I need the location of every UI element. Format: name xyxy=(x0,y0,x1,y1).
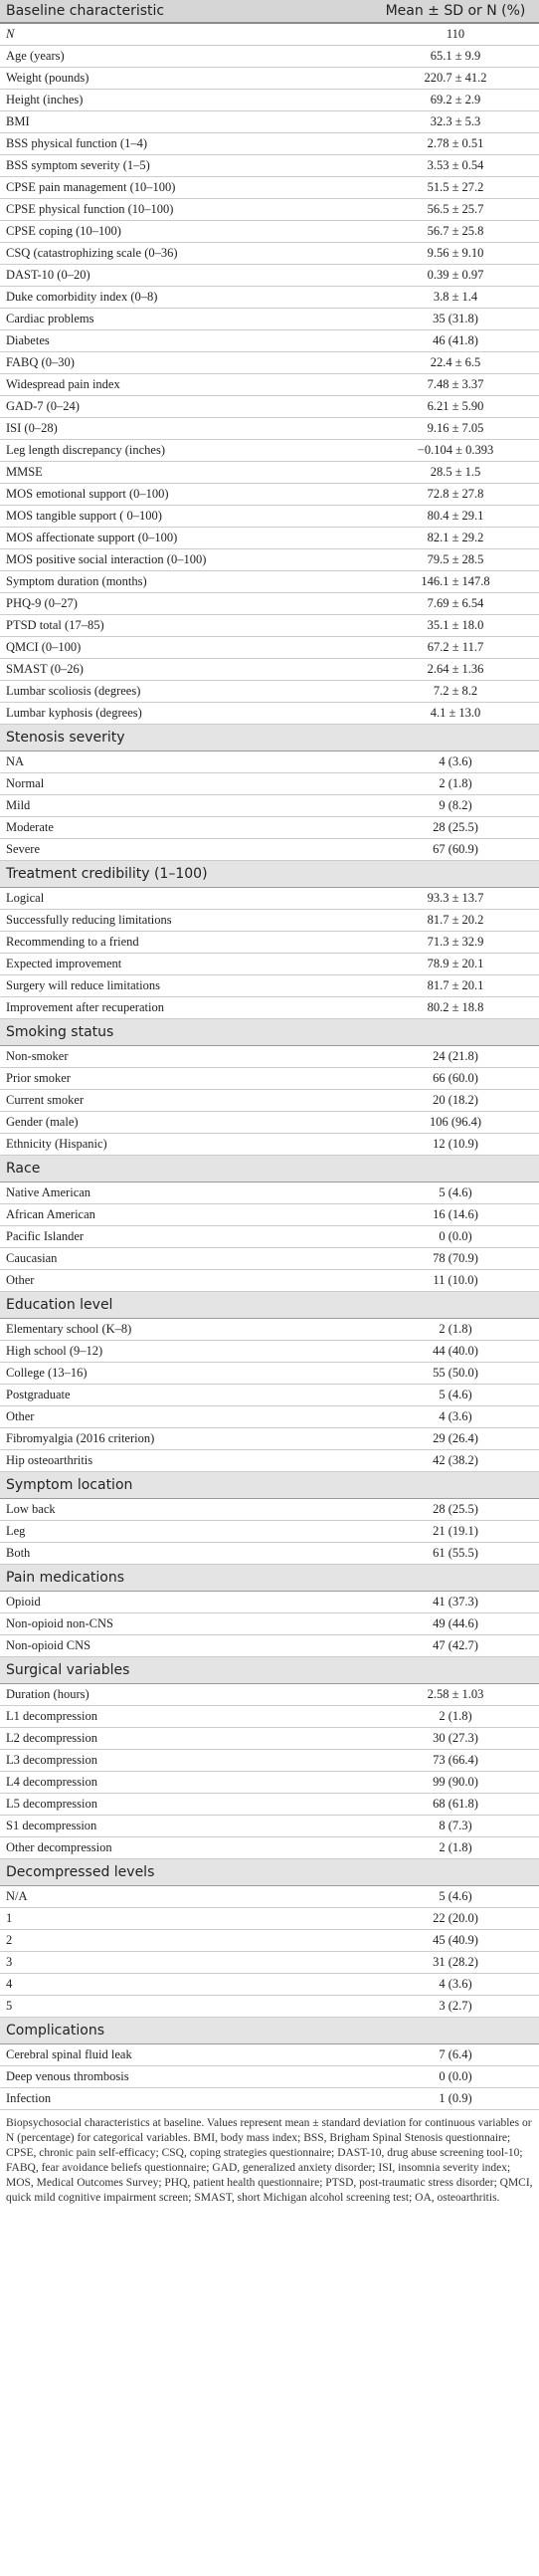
table-row xyxy=(0,1592,539,1613)
value-cell: 51.5 ± 27.2 xyxy=(372,177,539,199)
value-cell: 55 (50.0) xyxy=(372,1363,539,1385)
table-row xyxy=(0,221,539,243)
characteristic-cell: N/A xyxy=(0,1886,372,1908)
table-row xyxy=(0,1385,539,1406)
table-row xyxy=(0,506,539,528)
table-row xyxy=(0,1974,539,1996)
table-row xyxy=(0,396,539,418)
table-row xyxy=(0,773,539,795)
characteristic-cell: ISI (0–28) xyxy=(0,418,372,440)
characteristic-cell: Duke comorbidity index (0–8) xyxy=(0,287,372,309)
characteristic-cell: Gender (male) xyxy=(0,1112,372,1134)
value-cell: 47 (42.7) xyxy=(372,1635,539,1657)
characteristic-cell: GAD-7 (0–24) xyxy=(0,396,372,418)
characteristic-cell: Pacific Islander xyxy=(0,1226,372,1248)
table-row xyxy=(0,975,539,997)
table-row xyxy=(0,954,539,975)
characteristic-cell: QMCI (0–100) xyxy=(0,637,372,659)
table-row xyxy=(0,1182,539,1204)
value-cell: 5 (4.6) xyxy=(372,1182,539,1204)
characteristic-cell: 2 xyxy=(0,1930,372,1952)
characteristic-cell: 4 xyxy=(0,1974,372,1996)
section-title: Symptom location xyxy=(0,1472,539,1499)
table-row xyxy=(0,1270,539,1292)
value-cell: 3 (2.7) xyxy=(372,1996,539,2018)
value-cell: 2 (1.8) xyxy=(372,1319,539,1341)
table-row xyxy=(0,1319,539,1341)
characteristic-cell: Non-opioid non-CNS xyxy=(0,1613,372,1635)
value-cell: 28 (25.5) xyxy=(372,817,539,839)
value-cell: 0 (0.0) xyxy=(372,2066,539,2088)
characteristic-cell: Postgraduate xyxy=(0,1385,372,1406)
value-cell: 61 (55.5) xyxy=(372,1543,539,1565)
value-cell: 7.2 ± 8.2 xyxy=(372,681,539,703)
characteristic-cell: FABQ (0–30) xyxy=(0,352,372,374)
section-header-row xyxy=(0,1156,539,1182)
table-row xyxy=(0,615,539,637)
value-cell: 9.56 ± 9.10 xyxy=(372,243,539,265)
section-title: Treatment credibility (1–100) xyxy=(0,861,539,888)
value-cell: 28.5 ± 1.5 xyxy=(372,462,539,484)
characteristic-cell: CPSE pain management (10–100) xyxy=(0,177,372,199)
table-row xyxy=(0,352,539,374)
characteristic-cell: Cardiac problems xyxy=(0,309,372,330)
table-row xyxy=(0,817,539,839)
characteristic-cell: L5 decompression xyxy=(0,1794,372,1816)
table-row xyxy=(0,751,539,773)
table-row xyxy=(0,1406,539,1428)
characteristic-cell: Non-smoker xyxy=(0,1046,372,1068)
value-cell: 41 (37.3) xyxy=(372,1592,539,1613)
table-row xyxy=(0,2044,539,2066)
table-row xyxy=(0,549,539,571)
value-cell: 7.48 ± 3.37 xyxy=(372,374,539,396)
table-row xyxy=(0,839,539,861)
characteristic-cell: Improvement after recuperation xyxy=(0,997,372,1019)
value-cell: 35.1 ± 18.0 xyxy=(372,615,539,637)
value-cell: 81.7 ± 20.2 xyxy=(372,910,539,932)
table-row xyxy=(0,1341,539,1363)
characteristic-cell: MOS positive social interaction (0–100) xyxy=(0,549,372,571)
section-title: Race xyxy=(0,1156,539,1182)
header-value: Mean ± SD or N (%) xyxy=(372,0,539,23)
table-row xyxy=(0,1772,539,1794)
section-title: Surgical variables xyxy=(0,1657,539,1684)
table-row xyxy=(0,1706,539,1728)
value-cell: 65.1 ± 9.9 xyxy=(372,46,539,68)
table-row xyxy=(0,2066,539,2088)
section-title: Pain medications xyxy=(0,1565,539,1592)
characteristic-cell: Current smoker xyxy=(0,1090,372,1112)
value-cell: 2 (1.8) xyxy=(372,773,539,795)
value-cell: 110 xyxy=(372,23,539,46)
table-row xyxy=(0,571,539,593)
characteristic-cell: MMSE xyxy=(0,462,372,484)
value-cell: 71.3 ± 32.9 xyxy=(372,932,539,954)
value-cell: 4 (3.6) xyxy=(372,1974,539,1996)
characteristic-cell: L4 decompression xyxy=(0,1772,372,1794)
value-cell: 35 (31.8) xyxy=(372,309,539,330)
section-header-row xyxy=(0,861,539,888)
characteristic-cell: Low back xyxy=(0,1499,372,1521)
table-row xyxy=(0,90,539,111)
table-row xyxy=(0,1543,539,1565)
table-header xyxy=(0,0,539,23)
table-row xyxy=(0,1613,539,1635)
characteristic-cell: Expected improvement xyxy=(0,954,372,975)
table-row xyxy=(0,1886,539,1908)
characteristic-cell: PHQ-9 (0–27) xyxy=(0,593,372,615)
table-row xyxy=(0,374,539,396)
value-cell: 2.64 ± 1.36 xyxy=(372,659,539,681)
value-cell: 32.3 ± 5.3 xyxy=(372,111,539,133)
characteristic-cell: Native American xyxy=(0,1182,372,1204)
characteristic-cell: BSS symptom severity (1–5) xyxy=(0,155,372,177)
table-row xyxy=(0,265,539,287)
characteristic-cell: Other xyxy=(0,1406,372,1428)
value-cell: 72.8 ± 27.8 xyxy=(372,484,539,506)
table-row xyxy=(0,703,539,725)
table-footnote: Biopsychosocial characteristics at baseline. Values represent mean ± standard deviation for continuous variables or N (percentage) for categorical variables. BMI, body mass index; BSS, Brigham Spinal Stenosis questionnaire; CPSE, chronic pain self-efficacy; CSQ, coping strategies questionnaire; DAST-10, drug abuse screening tool-10; FABQ, fear avoidance beliefs questionnaire; GAD, generalized anxiety disorder; ISI, insomnia severity index; MOS, Medical Outcomes Survey; PHQ, patient health questionnaire; PTSD, post-traumatic stress disorder; QMCI, quick mild cognitive impairment screen; SMAST, short Michigan alcohol screening test; OA, osteoarthritis. xyxy=(6,2117,533,2204)
value-cell: 42 (38.2) xyxy=(372,1450,539,1472)
table-row xyxy=(0,1996,539,2018)
value-cell: 66 (60.0) xyxy=(372,1068,539,1090)
value-cell: 9.16 ± 7.05 xyxy=(372,418,539,440)
characteristic-cell: S1 decompression xyxy=(0,1816,372,1837)
value-cell: 29 (26.4) xyxy=(372,1428,539,1450)
characteristic-cell: Leg length discrepancy (inches) xyxy=(0,440,372,462)
table-row xyxy=(0,1684,539,1706)
table-row xyxy=(0,795,539,817)
table-row xyxy=(0,1134,539,1156)
value-cell: 31 (28.2) xyxy=(372,1952,539,1974)
value-cell: 73 (66.4) xyxy=(372,1750,539,1772)
section-header-row xyxy=(0,1472,539,1499)
table-row xyxy=(0,111,539,133)
characteristic-cell: CSQ (catastrophizing scale (0–36) xyxy=(0,243,372,265)
table-row xyxy=(0,1499,539,1521)
characteristic-cell: College (13–16) xyxy=(0,1363,372,1385)
characteristic-cell: Elementary school (K–8) xyxy=(0,1319,372,1341)
characteristic-cell: DAST-10 (0–20) xyxy=(0,265,372,287)
characteristic-cell: Deep venous thrombosis xyxy=(0,2066,372,2088)
value-cell: 3.8 ± 1.4 xyxy=(372,287,539,309)
section-title: Decompressed levels xyxy=(0,1859,539,1886)
value-cell: 22.4 ± 6.5 xyxy=(372,352,539,374)
value-cell: 21 (19.1) xyxy=(372,1521,539,1543)
characteristic-cell: Non-opioid CNS xyxy=(0,1635,372,1657)
value-cell: 2.58 ± 1.03 xyxy=(372,1684,539,1706)
characteristic-cell: Caucasian xyxy=(0,1248,372,1270)
characteristic-cell: Both xyxy=(0,1543,372,1565)
header-row xyxy=(0,0,539,23)
table-row xyxy=(0,1521,539,1543)
value-cell: 69.2 ± 2.9 xyxy=(372,90,539,111)
table-row xyxy=(0,910,539,932)
table-row xyxy=(0,1428,539,1450)
table-row xyxy=(0,309,539,330)
value-cell: 16 (14.6) xyxy=(372,1204,539,1226)
characteristic-cell: Moderate xyxy=(0,817,372,839)
table-row xyxy=(0,593,539,615)
section-header-row xyxy=(0,1565,539,1592)
value-cell: 7 (6.4) xyxy=(372,2044,539,2066)
characteristic-cell: Normal xyxy=(0,773,372,795)
value-cell: 0.39 ± 0.97 xyxy=(372,265,539,287)
value-cell: 7.69 ± 6.54 xyxy=(372,593,539,615)
characteristic-cell: Infection xyxy=(0,2088,372,2110)
table-row xyxy=(0,528,539,549)
characteristic-cell: Leg xyxy=(0,1521,372,1543)
characteristic-cell: Duration (hours) xyxy=(0,1684,372,1706)
table-row xyxy=(0,1226,539,1248)
table-row xyxy=(0,1908,539,1930)
characteristic-cell: Widespread pain index xyxy=(0,374,372,396)
characteristic-cell: Age (years) xyxy=(0,46,372,68)
characteristic-cell: L3 decompression xyxy=(0,1750,372,1772)
characteristic-cell: Diabetes xyxy=(0,330,372,352)
characteristic-cell: L2 decompression xyxy=(0,1728,372,1750)
value-cell: 67.2 ± 11.7 xyxy=(372,637,539,659)
header-characteristic: Baseline characteristic xyxy=(0,0,372,23)
value-cell: 49 (44.6) xyxy=(372,1613,539,1635)
value-cell: 9 (8.2) xyxy=(372,795,539,817)
section-title: Education level xyxy=(0,1292,539,1319)
value-cell: 0 (0.0) xyxy=(372,1226,539,1248)
section-header-row xyxy=(0,1292,539,1319)
characteristic-cell: Logical xyxy=(0,888,372,910)
characteristic-cell: BSS physical function (1–4) xyxy=(0,133,372,155)
characteristic-cell: Successfully reducing limitations xyxy=(0,910,372,932)
table-row xyxy=(0,68,539,90)
table-row xyxy=(0,681,539,703)
characteristic-cell: L1 decompression xyxy=(0,1706,372,1728)
table-row xyxy=(0,155,539,177)
value-cell: 78.9 ± 20.1 xyxy=(372,954,539,975)
table-row xyxy=(0,23,539,46)
table-row xyxy=(0,1090,539,1112)
characteristic-cell: MOS affectionate support (0–100) xyxy=(0,528,372,549)
table-row xyxy=(0,1112,539,1134)
value-cell: 45 (40.9) xyxy=(372,1930,539,1952)
table-row xyxy=(0,462,539,484)
characteristic-cell: MOS emotional support (0–100) xyxy=(0,484,372,506)
table-row xyxy=(0,1046,539,1068)
value-cell: 11 (10.0) xyxy=(372,1270,539,1292)
characteristic-cell: Height (inches) xyxy=(0,90,372,111)
section-title: Stenosis severity xyxy=(0,725,539,751)
value-cell: 93.3 ± 13.7 xyxy=(372,888,539,910)
value-cell: 5 (4.6) xyxy=(372,1886,539,1908)
section-header-row xyxy=(0,2018,539,2044)
table-row xyxy=(0,888,539,910)
characteristic-cell: Hip osteoarthritis xyxy=(0,1450,372,1472)
section-header-row xyxy=(0,1657,539,1684)
value-cell: 80.2 ± 18.8 xyxy=(372,997,539,1019)
table-row xyxy=(0,1750,539,1772)
table-row xyxy=(0,659,539,681)
value-cell: 4 (3.6) xyxy=(372,1406,539,1428)
value-cell: 4 (3.6) xyxy=(372,751,539,773)
value-cell: 1 (0.9) xyxy=(372,2088,539,2110)
characteristic-cell: Opioid xyxy=(0,1592,372,1613)
characteristic-cell: Other xyxy=(0,1270,372,1292)
table-row xyxy=(0,1952,539,1974)
table-row xyxy=(0,1363,539,1385)
table-row xyxy=(0,997,539,1019)
value-cell: 5 (4.6) xyxy=(372,1385,539,1406)
section-title: Complications xyxy=(0,2018,539,2044)
characteristic-cell: African American xyxy=(0,1204,372,1226)
value-cell: 106 (96.4) xyxy=(372,1112,539,1134)
table-row xyxy=(0,1930,539,1952)
characteristic-cell: Prior smoker xyxy=(0,1068,372,1090)
table-row xyxy=(0,330,539,352)
table-row xyxy=(0,46,539,68)
value-cell: 24 (21.8) xyxy=(372,1046,539,1068)
table-row xyxy=(0,1794,539,1816)
table-row xyxy=(0,177,539,199)
characteristic-cell: Recommending to a friend xyxy=(0,932,372,954)
value-cell: 67 (60.9) xyxy=(372,839,539,861)
value-cell: 220.7 ± 41.2 xyxy=(372,68,539,90)
value-cell: 6.21 ± 5.90 xyxy=(372,396,539,418)
table-row xyxy=(0,243,539,265)
value-cell: 80.4 ± 29.1 xyxy=(372,506,539,528)
value-cell: 68 (61.8) xyxy=(372,1794,539,1816)
section-header-row xyxy=(0,725,539,751)
table-row xyxy=(0,1635,539,1657)
value-cell: 30 (27.3) xyxy=(372,1728,539,1750)
table-row xyxy=(0,1837,539,1859)
value-cell: 46 (41.8) xyxy=(372,330,539,352)
table-row xyxy=(0,484,539,506)
characteristic-cell: Symptom duration (months) xyxy=(0,571,372,593)
value-cell: 2 (1.8) xyxy=(372,1837,539,1859)
table-row xyxy=(0,1204,539,1226)
section-title: Smoking status xyxy=(0,1019,539,1046)
characteristic-cell: NA xyxy=(0,751,372,773)
characteristic-cell: 5 xyxy=(0,1996,372,2018)
value-cell: 2.78 ± 0.51 xyxy=(372,133,539,155)
characteristic-cell: Mild xyxy=(0,795,372,817)
characteristic-cell: CPSE physical function (10–100) xyxy=(0,199,372,221)
table-row xyxy=(0,637,539,659)
characteristic-cell: High school (9–12) xyxy=(0,1341,372,1363)
characteristic-cell: CPSE coping (10–100) xyxy=(0,221,372,243)
characteristic-cell: Ethnicity (Hispanic) xyxy=(0,1134,372,1156)
value-cell: 22 (20.0) xyxy=(372,1908,539,1930)
value-cell: 3.53 ± 0.54 xyxy=(372,155,539,177)
value-cell: 44 (40.0) xyxy=(372,1341,539,1363)
value-cell: 82.1 ± 29.2 xyxy=(372,528,539,549)
characteristic-cell: PTSD total (17–85) xyxy=(0,615,372,637)
table-row xyxy=(0,1068,539,1090)
table-row xyxy=(0,287,539,309)
value-cell: 78 (70.9) xyxy=(372,1248,539,1270)
characteristic-cell: Fibromyalgia (2016 criterion) xyxy=(0,1428,372,1450)
value-cell: 146.1 ± 147.8 xyxy=(372,571,539,593)
characteristic-cell: Weight (pounds) xyxy=(0,68,372,90)
table-row xyxy=(0,1450,539,1472)
value-cell: 12 (10.9) xyxy=(372,1134,539,1156)
characteristic-cell: 3 xyxy=(0,1952,372,1974)
value-cell: 99 (90.0) xyxy=(372,1772,539,1794)
characteristic-cell: Surgery will reduce limitations xyxy=(0,975,372,997)
table-row xyxy=(0,2088,539,2110)
table-row xyxy=(0,1728,539,1750)
value-cell: 4.1 ± 13.0 xyxy=(372,703,539,725)
table-row xyxy=(0,418,539,440)
value-cell: 56.5 ± 25.7 xyxy=(372,199,539,221)
value-cell: 20 (18.2) xyxy=(372,1090,539,1112)
value-cell: 79.5 ± 28.5 xyxy=(372,549,539,571)
characteristic-cell: Severe xyxy=(0,839,372,861)
characteristic-cell: Other decompression xyxy=(0,1837,372,1859)
value-cell: 2 (1.8) xyxy=(372,1706,539,1728)
characteristic-cell: N xyxy=(0,23,372,46)
characteristic-cell: Cerebral spinal fluid leak xyxy=(0,2044,372,2066)
characteristic-cell: Lumbar scoliosis (degrees) xyxy=(0,681,372,703)
table-row xyxy=(0,932,539,954)
value-cell: −0.104 ± 0.393 xyxy=(372,440,539,462)
table-row xyxy=(0,1816,539,1837)
characteristic-cell: SMAST (0–26) xyxy=(0,659,372,681)
value-cell: 28 (25.5) xyxy=(372,1499,539,1521)
table-row xyxy=(0,1248,539,1270)
value-cell: 8 (7.3) xyxy=(372,1816,539,1837)
section-header-row xyxy=(0,1859,539,1886)
table-row xyxy=(0,199,539,221)
section-header-row xyxy=(0,1019,539,1046)
characteristic-cell: MOS tangible support ( 0–100) xyxy=(0,506,372,528)
characteristic-cell: Lumbar kyphosis (degrees) xyxy=(0,703,372,725)
table-row xyxy=(0,440,539,462)
value-cell: 81.7 ± 20.1 xyxy=(372,975,539,997)
value-cell: 56.7 ± 25.8 xyxy=(372,221,539,243)
table-body xyxy=(0,23,539,2110)
characteristic-cell: BMI xyxy=(0,111,372,133)
table-row xyxy=(0,133,539,155)
characteristic-cell: 1 xyxy=(0,1908,372,1930)
